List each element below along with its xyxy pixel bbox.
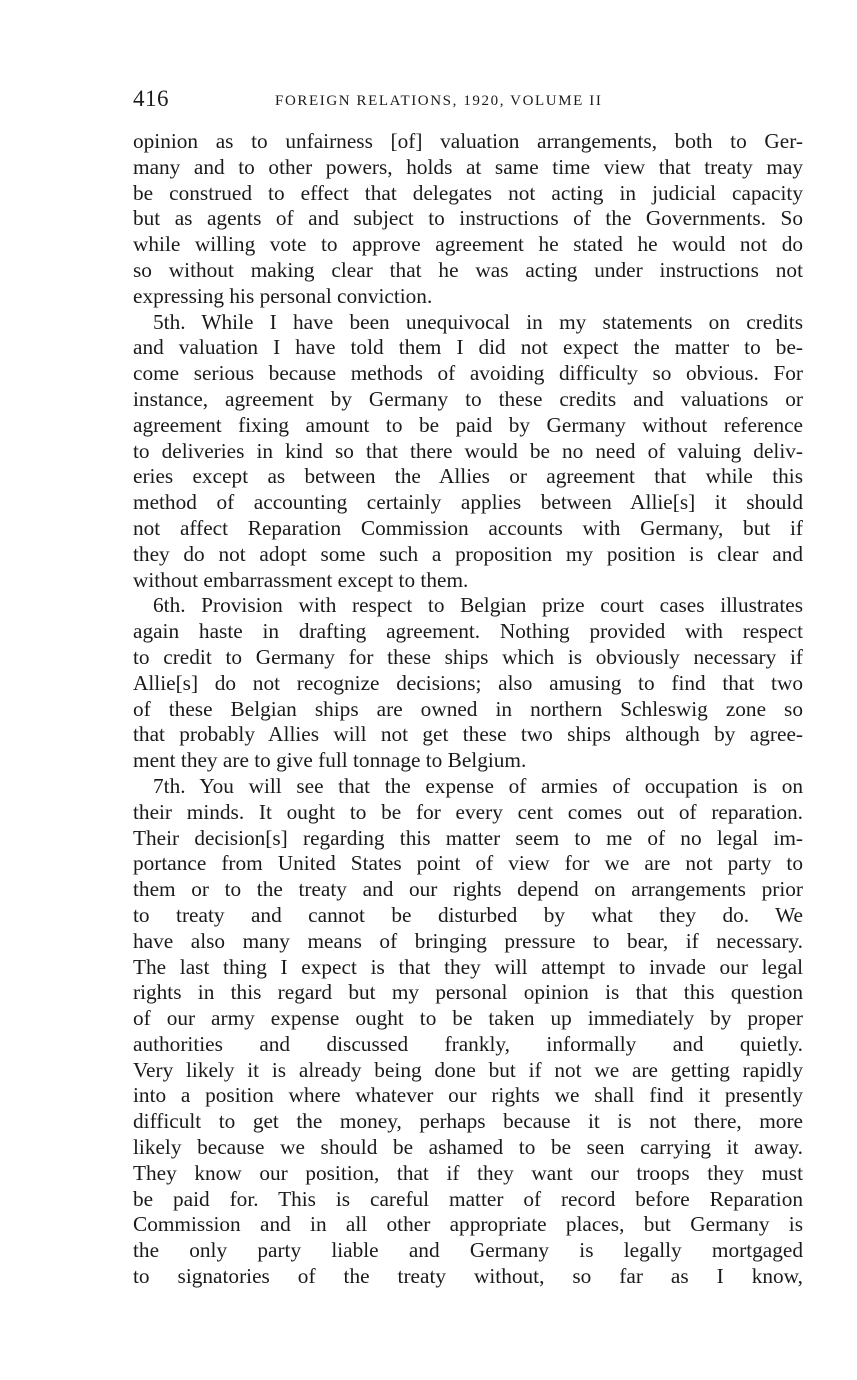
text-line: they do not adopt some such a proposition my position is clear and [133,541,803,566]
text-line: Allie[s] do not recognize decisions; also amusing to find that two [133,670,803,695]
text-line: to credit to Germany for these ships which is obviously necessary if [133,644,803,669]
text-line: them or to the treaty and our rights depend on arrangements prior [133,877,803,902]
text-line: so without making clear that he was acting under instructions not [133,257,803,282]
text-line: eries except as between the Allies or agreement that while this [133,464,803,489]
text-line: Their decision[s] regarding this matter seem to me of no legal im- [133,825,803,850]
text-line: rights in this regard but my personal opinion is that this question [133,980,803,1005]
text-line: The last thing I expect is that they will attempt to invade our legal [133,954,803,979]
text-line: again haste in drafting agreement. Nothing provided with respect [133,619,803,644]
text-line: the only party liable and Germany is legally mortgaged [133,1238,803,1263]
text-line: difficult to get the money, perhaps because it is not there, more [133,1109,803,1134]
text-line: many and to other powers, holds at same time view that treaty may [133,154,803,179]
paragraph-6th [133,593,803,774]
text-line: Commission and in all other appropriate places, but Germany is [133,1212,803,1237]
paragraph-7th [133,774,803,1290]
text-line: method of accounting certainly applies between Allie[s] it should [133,490,803,515]
text-line: expressing his personal conviction. [133,283,433,308]
text-line: of these Belgian ships are owned in northern Schleswig zone so [133,696,803,721]
text-line: of our army expense ought to be taken up immediately by proper [133,1006,803,1031]
text-line: opinion as to unfairness [of] valuation arrangements, both to Ger- [133,129,803,153]
text-line: not affect Reparation Commission accounts with Germany, but if [133,515,803,540]
text-line: 7th. You will see that the expense of armies of occupation is on [153,773,803,798]
text-line: come serious because methods of avoiding difficulty so obvious. For [133,361,803,386]
text-line: and valuation I have told them I did not expect the matter to be- [133,335,803,360]
text-line: 6th. Provision with respect to Belgian prize court cases illustrates [153,593,803,618]
text-line: without embarrassment except to them. [133,567,469,592]
page-number: 416 [133,86,169,111]
text-line: that probably Allies will not get these two ships although by agree- [133,722,803,747]
text-line: to deliveries in kind so that there would be no need of valuing deliv- [133,438,803,463]
text-line: authorities and discussed frankly, informally and quietly. [133,1031,803,1056]
text-line: instance, agreement by Germany to these credits and valuations or [133,386,803,411]
paragraph-continuation [133,129,803,310]
text-line: They know our position, that if they want our troops they must [133,1160,803,1185]
text-line: be paid for. This is careful matter of record before Reparation [133,1186,803,1211]
text-line: likely because we should be ashamed to be seen carrying it away. [133,1135,803,1160]
text-line: while willing vote to approve agreement he stated he would not do [133,232,803,257]
text-line: agreement fixing amount to be paid by Germany without reference [133,412,803,437]
text-line: to treaty and cannot be disturbed by what they do. We [133,902,803,927]
text-line: but as agents of and subject to instructions of the Governments. So [133,206,803,231]
text-line: Very likely it is already being done but if not we are getting rapidly [133,1057,803,1082]
text-line: ment they are to give full tonnage to Belgium. [133,748,527,773]
running-title: FOREIGN RELATIONS, 1920, VOLUME II [275,93,603,109]
text-line: into a position where whatever our rights we shall find it presently [133,1083,803,1108]
paragraph-5th [133,310,803,594]
text-line: to signatories of the treaty without, so far as I know, [133,1264,803,1289]
text-line: their minds. It ought to be for every cent comes out of reparation. [133,799,803,824]
page-header [133,86,803,118]
text-line: portance from United States point of view for we are not party to [133,851,803,876]
text-line: be construed to effect that delegates not acting in judicial capacity [133,180,803,205]
text-line: 5th. While I have been unequivocal in my statements on credits [153,309,803,334]
body-text [133,129,803,1290]
text-line: have also many means of bringing pressure to bear, if necessary. [133,928,803,953]
